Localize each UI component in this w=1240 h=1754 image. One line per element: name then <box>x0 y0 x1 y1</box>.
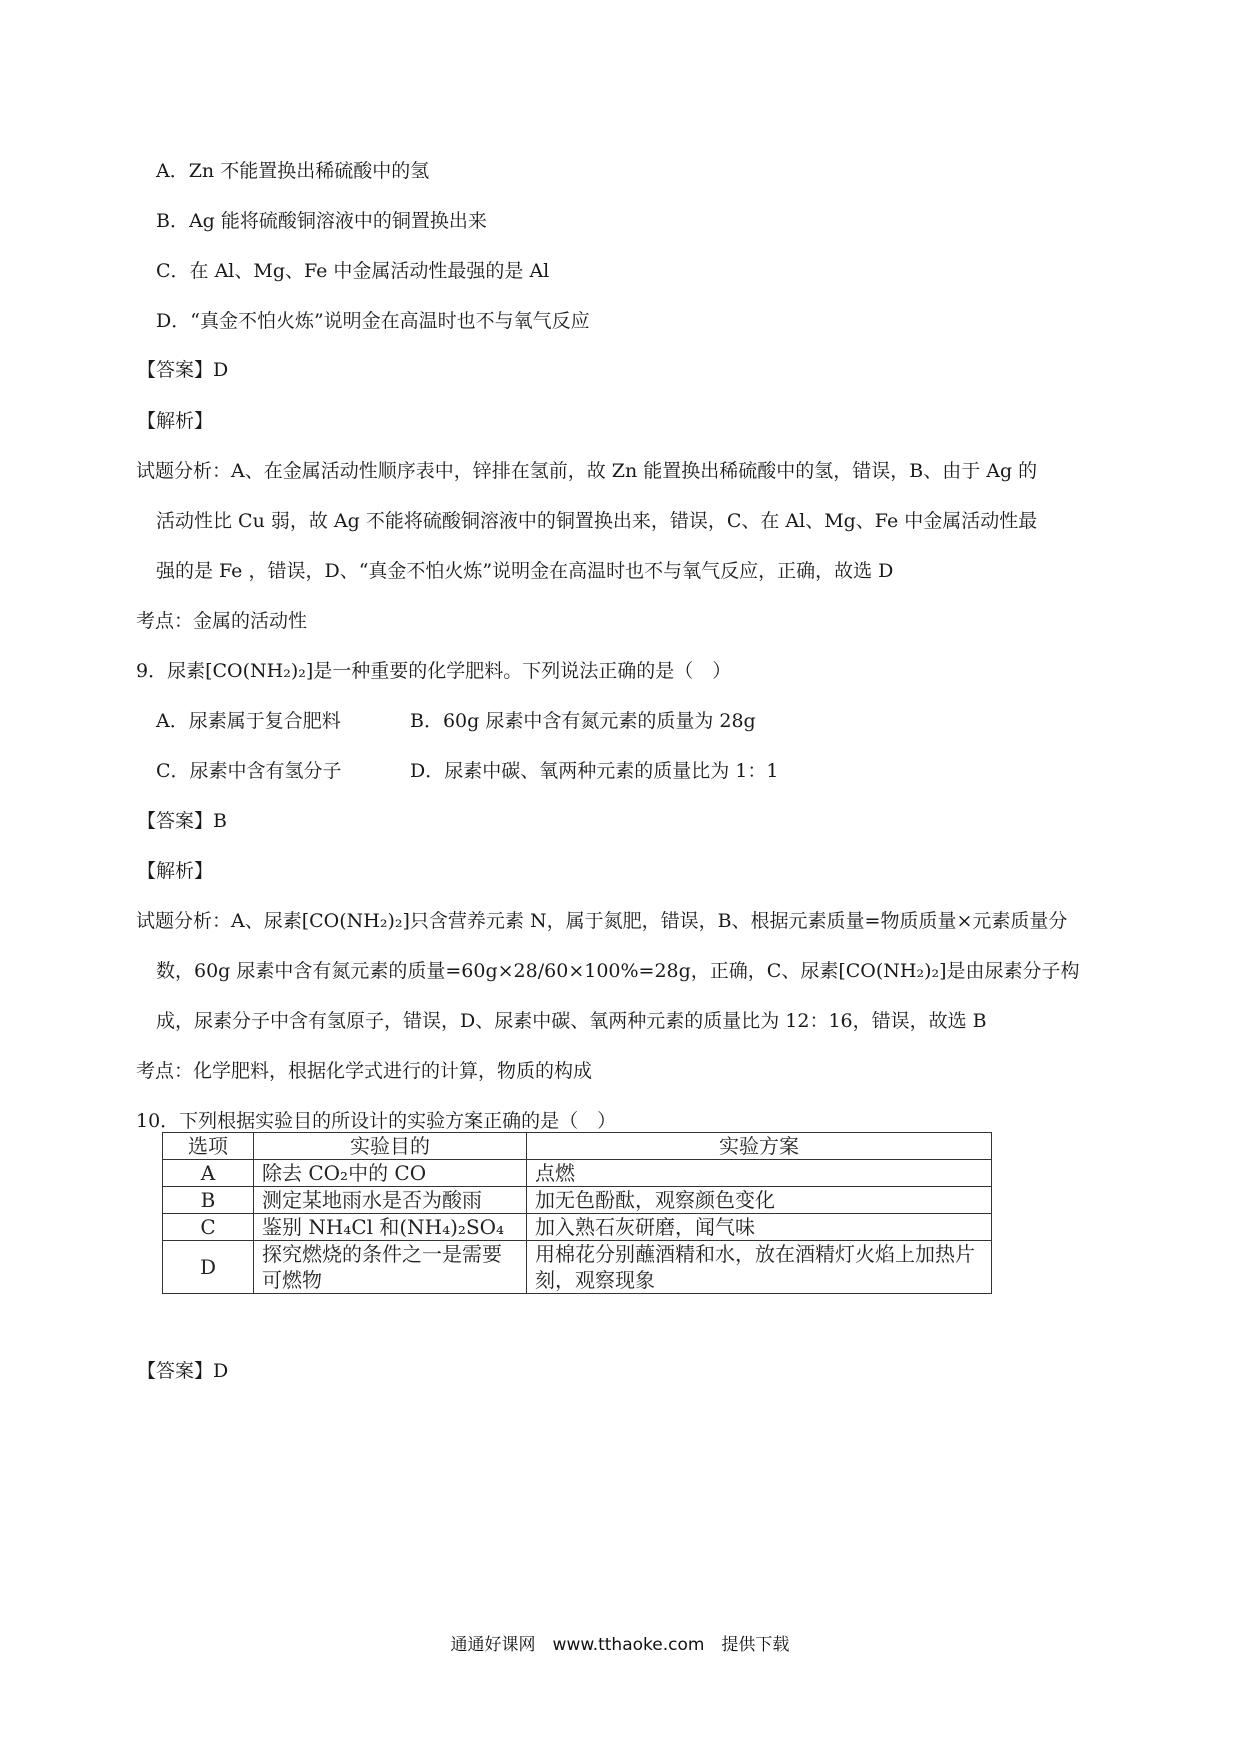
q8-analysis-line-2: 活动性比 Cu 弱，故 Ag 不能将硫酸铜溶液中的铜置换出来，错误，C、在 Al、Mg、Fe 中金属活动性最 <box>156 510 1038 532</box>
q9-analysis-line-3: 成，尿素分子中含有氢原子，错误，D、尿素中碳、氧两种元素的质量比为 12：16，错误，故选 B <box>156 1010 987 1032</box>
header-purpose: 实验目的 <box>254 1133 527 1160</box>
q9-analysis-heading: 【解析】 <box>137 860 214 882</box>
table-row <box>163 1187 992 1214</box>
q10-answer: 【答案】D <box>137 1360 229 1382</box>
row-d-purpose: 探究燃烧的条件之一是需要可燃物 <box>254 1241 527 1294</box>
q9-answer: 【答案】B <box>137 810 227 832</box>
table-row <box>163 1160 992 1187</box>
q8-analysis-heading: 【解析】 <box>137 410 214 432</box>
q9-option-c: C．尿素中含有氢分子 <box>156 760 342 782</box>
row-c-purpose: 鉴别 NH₄Cl 和(NH₄)₂SO₄ <box>254 1214 527 1241</box>
row-d-plan: 用棉花分别蘸酒精和水，放在酒精灯火焰上加热片刻，观察现象 <box>527 1241 992 1294</box>
row-d-option: D <box>163 1241 254 1294</box>
q8-option-a: A．Zn 不能置换出稀硫酸中的氢 <box>156 160 430 182</box>
row-c-plan: 加入熟石灰研磨，闻气味 <box>527 1214 992 1241</box>
table-row <box>163 1241 992 1294</box>
q8-option-d: D．“真金不怕火炼”说明金在高温时也不与氧气反应 <box>156 310 590 332</box>
q10-stem: 10．下列根据实验目的所设计的实验方案正确的是（ ） <box>136 1110 617 1132</box>
header-option: 选项 <box>163 1133 254 1160</box>
q9-option-b: B．60g 尿素中含有氮元素的质量为 28g <box>410 710 756 732</box>
row-a-plan: 点燃 <box>527 1160 992 1187</box>
q9-option-a: A．尿素属于复合肥料 <box>156 710 341 732</box>
q8-analysis-line-3: 强的是 Fe ，错误，D、“真金不怕火炼”说明金在高温时也不与氧气反应，正确，故选 D <box>156 560 894 582</box>
row-c-option: C <box>163 1214 254 1241</box>
q8-option-c: C．在 Al、Mg、Fe 中金属活动性最强的是 Al <box>156 260 550 282</box>
page-footer: 通通好课网 www.tthaoke.com 提供下载 <box>450 1635 790 1655</box>
row-a-purpose: 除去 CO₂中的 CO <box>254 1160 527 1187</box>
q9-analysis-line-2: 数，60g 尿素中含有氮元素的质量=60g×28/60×100%=28g，正确，C、尿素[CO(NH₂)₂]是由尿素分子构 <box>156 960 1080 982</box>
row-b-plan: 加无色酚酞，观察颜色变化 <box>527 1187 992 1214</box>
q9-stem: 9．尿素[CO(NH₂)₂]是一种重要的化学肥料。下列说法正确的是（ ） <box>136 660 732 682</box>
q8-option-b: B．Ag 能将硫酸铜溶液中的铜置换出来 <box>156 210 487 232</box>
row-a-option: A <box>163 1160 254 1187</box>
q8-kaodian: 考点：金属的活动性 <box>136 610 308 632</box>
q9-option-d: D．尿素中碳、氧两种元素的质量比为 1：1 <box>410 760 779 782</box>
table-header-row <box>163 1133 992 1160</box>
header-plan: 实验方案 <box>527 1133 992 1160</box>
row-b-purpose: 测定某地雨水是否为酸雨 <box>254 1187 527 1214</box>
experiment-table <box>162 1132 992 1294</box>
q8-answer: 【答案】D <box>137 359 229 381</box>
q9-kaodian: 考点：化学肥料，根据化学式进行的计算，物质的构成 <box>136 1060 593 1082</box>
row-b-option: B <box>163 1187 254 1214</box>
q8-analysis-line-1: 试题分析：A、在金属活动性顺序表中，锌排在氢前，故 Zn 能置换出稀硫酸中的氢，错误，B、由于 Ag 的 <box>136 460 1038 482</box>
q9-analysis-line-1: 试题分析：A、尿素[CO(NH₂)₂]只含营养元素 N，属于氮肥，错误，B、根据元素质量=物质质量×元素质量分 <box>136 910 1068 932</box>
table-row <box>163 1214 992 1241</box>
